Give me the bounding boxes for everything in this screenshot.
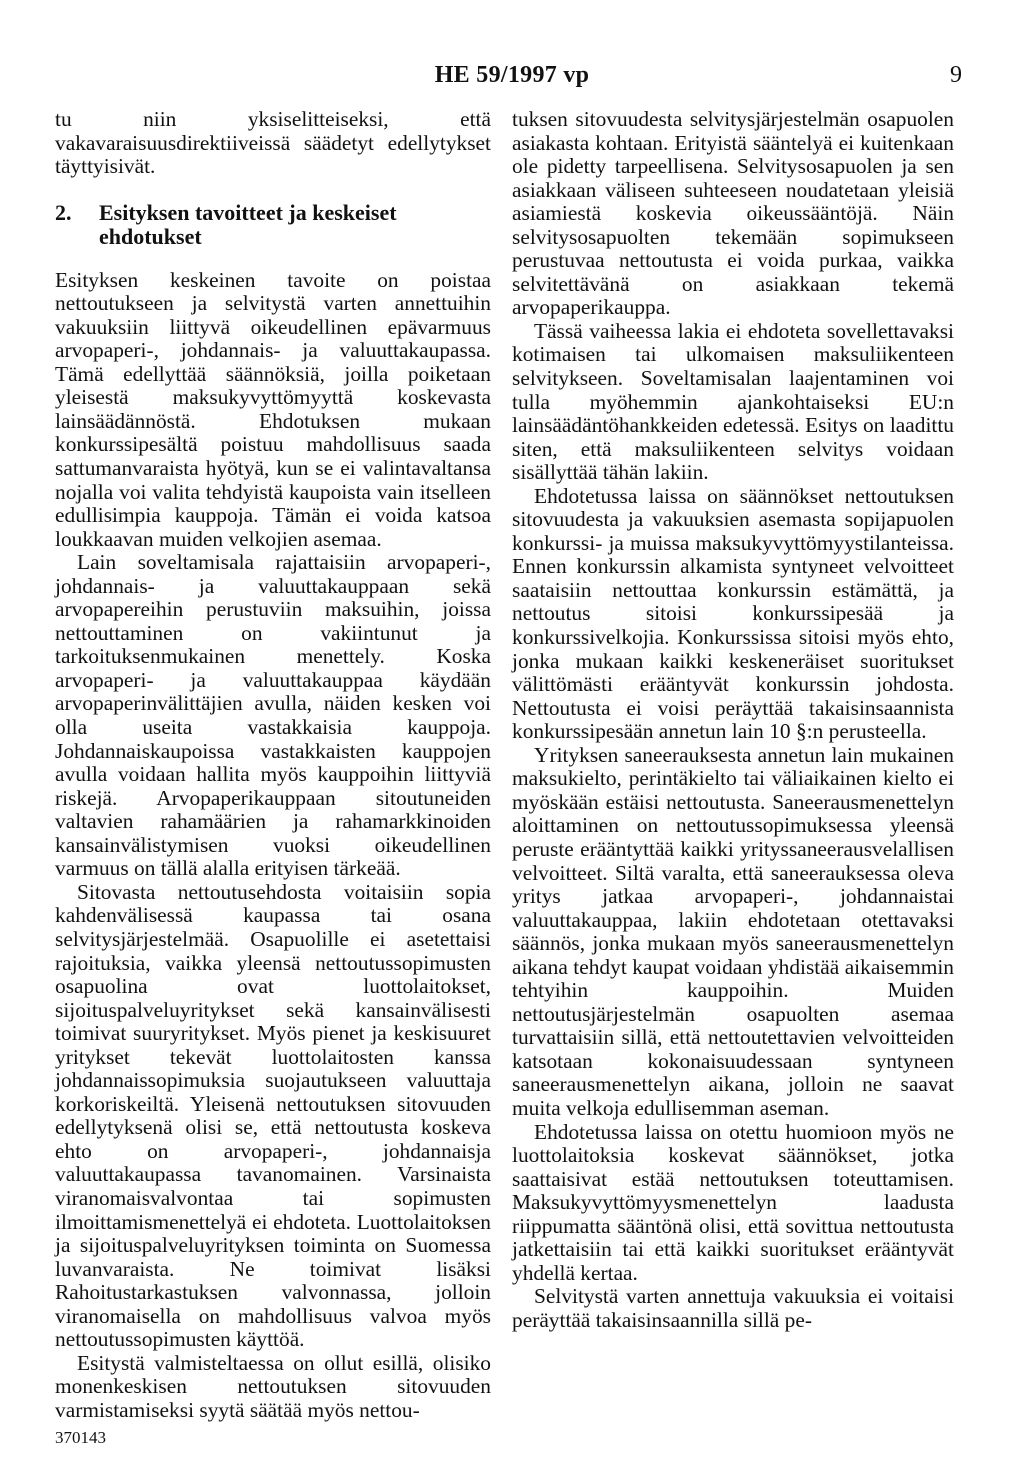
body-paragraph: Yrityksen saneerauksesta annetun lain mukainen maksukielto, perintäkielto tai väliaikainen kielto ei myöskään estäisi nettoutusta. Saneerausmenettelyn aloittaminen on nettoutussopimuksessa yleensä peruste erääntyttää kaikki yrityssaneerausvelallisen velvoitteet. Siltä varalta, että saneerauksessa oleva yritys jatkaa arvopaperi-, johdannaistai valuuttakauppaa, lakiin ehdotetaan otettavaksi säännös, jonka mukaan myös saneerausmenettelyn aikana tehdyt kaupat voidaan yhdistää aikaisemmin tehtyihin kauppoihin. Muiden nettoutusjärjestelmän osapuolten asemaa turvattaisiin sillä, että nettoutettavien velvoitteiden katsotaan kokonaisuudessaan syntyneen saneerausmenettelyn aikana, jolloin ne saavat muita velkoja edullisemman aseman. bbox=[512, 742, 954, 1120]
footer-print-code: 370143 bbox=[55, 1428, 106, 1447]
body-paragraph: Esitystä valmisteltaessa on ollut esillä, olisiko monenkeskisen nettoutuksen sitovuuden varmistamiseksi syytä säätää myös nettou- bbox=[55, 1350, 491, 1422]
body-paragraph: Esityksen keskeinen tavoite on poistaa nettoutukseen ja selvitystä varten annettuihin vakuuksiin liittyvä oikeudellinen epävarmuus arvopaperi-, johdannais- ja valuuttakaupassa. Tämä edellyttää säännöksiä, joilla poiketaan yleisestä maksukyvyttömyyttä koskevasta lainsäädännöstä. Ehdotuksen mukaan konkurssipesältä poistuu mahdollisuus saada sattumanvaraista hyötyä, kun se ei valintavaltansa nojalla voi valita tehdyistä kaupoista vain itselleen edullisimpia kauppoja. Tämän ei voida katsoa loukkaavan muiden velkojien asemaa. bbox=[55, 267, 491, 551]
body-paragraph: Selvitystä varten annettuja vakuuksia ei voitaisi peräyttää takaisinsaannilla sillä pe- bbox=[512, 1284, 954, 1332]
intro-paragraph: tu niin yksiselitteiseksi, että vakavaraisuusdirektiiveissä säädetyt edellytykset täyttyisivät. bbox=[55, 107, 491, 179]
body-paragraph: Sitovasta nettoutusehdosta voitaisiin sopia kahdenvälisessä kaupassa tai osana selvitysjärjestelmää. Osapuolille ei asetettaisi rajoituksia, vaikka yleensä nettoutussopimusten osapuolina ovat luottolaitokset, sijoituspalveluyritykset sekä kansainvälisesti toimivat suuryritykset. Myös pienet ja keskisuuret yritykset tekevät luottolaitosten kanssa johdannaissopimuksia suojautukseen valuuttaja korkoriskeiltä. Yleisenä nettoutuksen sitovuuden edellytyksenä olisi se, että nettoutusta koskeva ehto on arvopaperi-, johdannaisja valuuttakaupassa tavanomainen. Varsinaista viranomaisvalvontaa tai sopimusten ilmoittamismenettelyä ei ehdoteta. Luottolaitoksen ja sijoituspalveluyrityksen toiminta on Suomessa luvanvaraista. Ne toimivat lisäksi Rahoitustarkastuksen valvonnassa, jolloin viranomaisella on mahdollisuus valvoa myös nettoutussopimusten käyttöä. bbox=[55, 879, 491, 1352]
running-header-title: HE 59/1997 vp bbox=[434, 62, 590, 88]
body-paragraph: Ehdotetussa laissa on säännökset nettoutuksen sitovuudesta ja vakuuksien asemasta sopijapuolen konkurssi- ja muissa maksukyvyttömyystilanteissa. Ennen konkurssin alkamista syntyneet velvoitteet saataisiin nettouttaa konkurssin estämättä, ja nettoutus sitoisi konkurssipesää ja konkurssivelkojia. Konkurssissa sitoisi myös ehto, jonka mukaan kaikki keskeneräiset suoritukset välittömästi erääntyvät konkurssin johdosta. Nettoutusta ei voisi peräyttää takaisinsaannista konkurssipesään annetun lain 10 §:n perusteella. bbox=[512, 483, 954, 744]
page-number: 9 bbox=[950, 62, 962, 88]
body-paragraph: Ehdotetussa laissa on otettu huomioon myös ne luottolaitoksia koskevat säännökset, jotka saattaisivat estää nettoutuksen toteuttamisen. Maksukyvyttömyysmenettelyn laadusta riippumatta sääntönä olisi, että sovittua nettoutusta jatkettaisiin tai että kaikki suoritukset erääntyvät yhdellä kertaa. bbox=[512, 1119, 954, 1285]
body-paragraph: Tässä vaiheessa lakia ei ehdoteta sovellettavaksi kotimaisen tai ulkomaisen maksuliikenteen selvitykseen. Soveltamisalan laajentaminen voi tulla myöhemmin ajankohtaiseksi EU:n lainsäädäntöhankkeiden edetessä. Esitys on laadittu siten, että maksuliikenteen selvitys voidaan sisällyttää tähän lakiin. bbox=[512, 318, 954, 485]
section-heading bbox=[55, 201, 491, 249]
left-column bbox=[55, 108, 491, 1422]
body-paragraph: Lain soveltamisala rajattaisiin arvopaperi-, johdannais- ja valuuttakauppaan sekä arvopapereihin perustuviin maksuihin, joissa nettouttaminen on vakiintunut ja tarkoituksenmukainen menettely. Koska arvopaperi- ja valuuttakauppaa käydään arvopaperinvälittäjien avulla, näiden kesken voi olla useita vastakkaisia kauppoja. Johdannaiskaupoissa vastakkaisten kauppojen avulla voidaan hallita myös kauppoihin liittyviä riskejä. Arvopaperikauppaan sitoutuneiden valtavien rahamäärien ja rahamarkkinoiden kansainvälistymisen vuoksi oikeudellinen varmuus on tällä alalla erityisen tärkeää. bbox=[55, 550, 491, 881]
body-paragraph: tuksen sitovuudesta selvitysjärjestelmän osapuolen asiakasta kohtaan. Erityistä sääntelyä ei kuitenkaan ole pidetty tarpeellisena. Selvitysosapuolen ja sen asiakkaan väliseen suhteeseen noudatetaan yleisiä asiamiestä koskevia oikeussääntöjä. Näin selvitysosapuolten tekemään sopimukseen perustuvaa nettoutusta ei voida purkaa, vaikka selvitettävänä on asiakkaan tekemä arvopaperikauppa. bbox=[512, 107, 954, 320]
right-column bbox=[512, 108, 954, 1332]
section-title: Esityksen tavoitteet ja keskeiset ehdotukset bbox=[99, 199, 397, 249]
section-number: 2. bbox=[55, 199, 72, 225]
